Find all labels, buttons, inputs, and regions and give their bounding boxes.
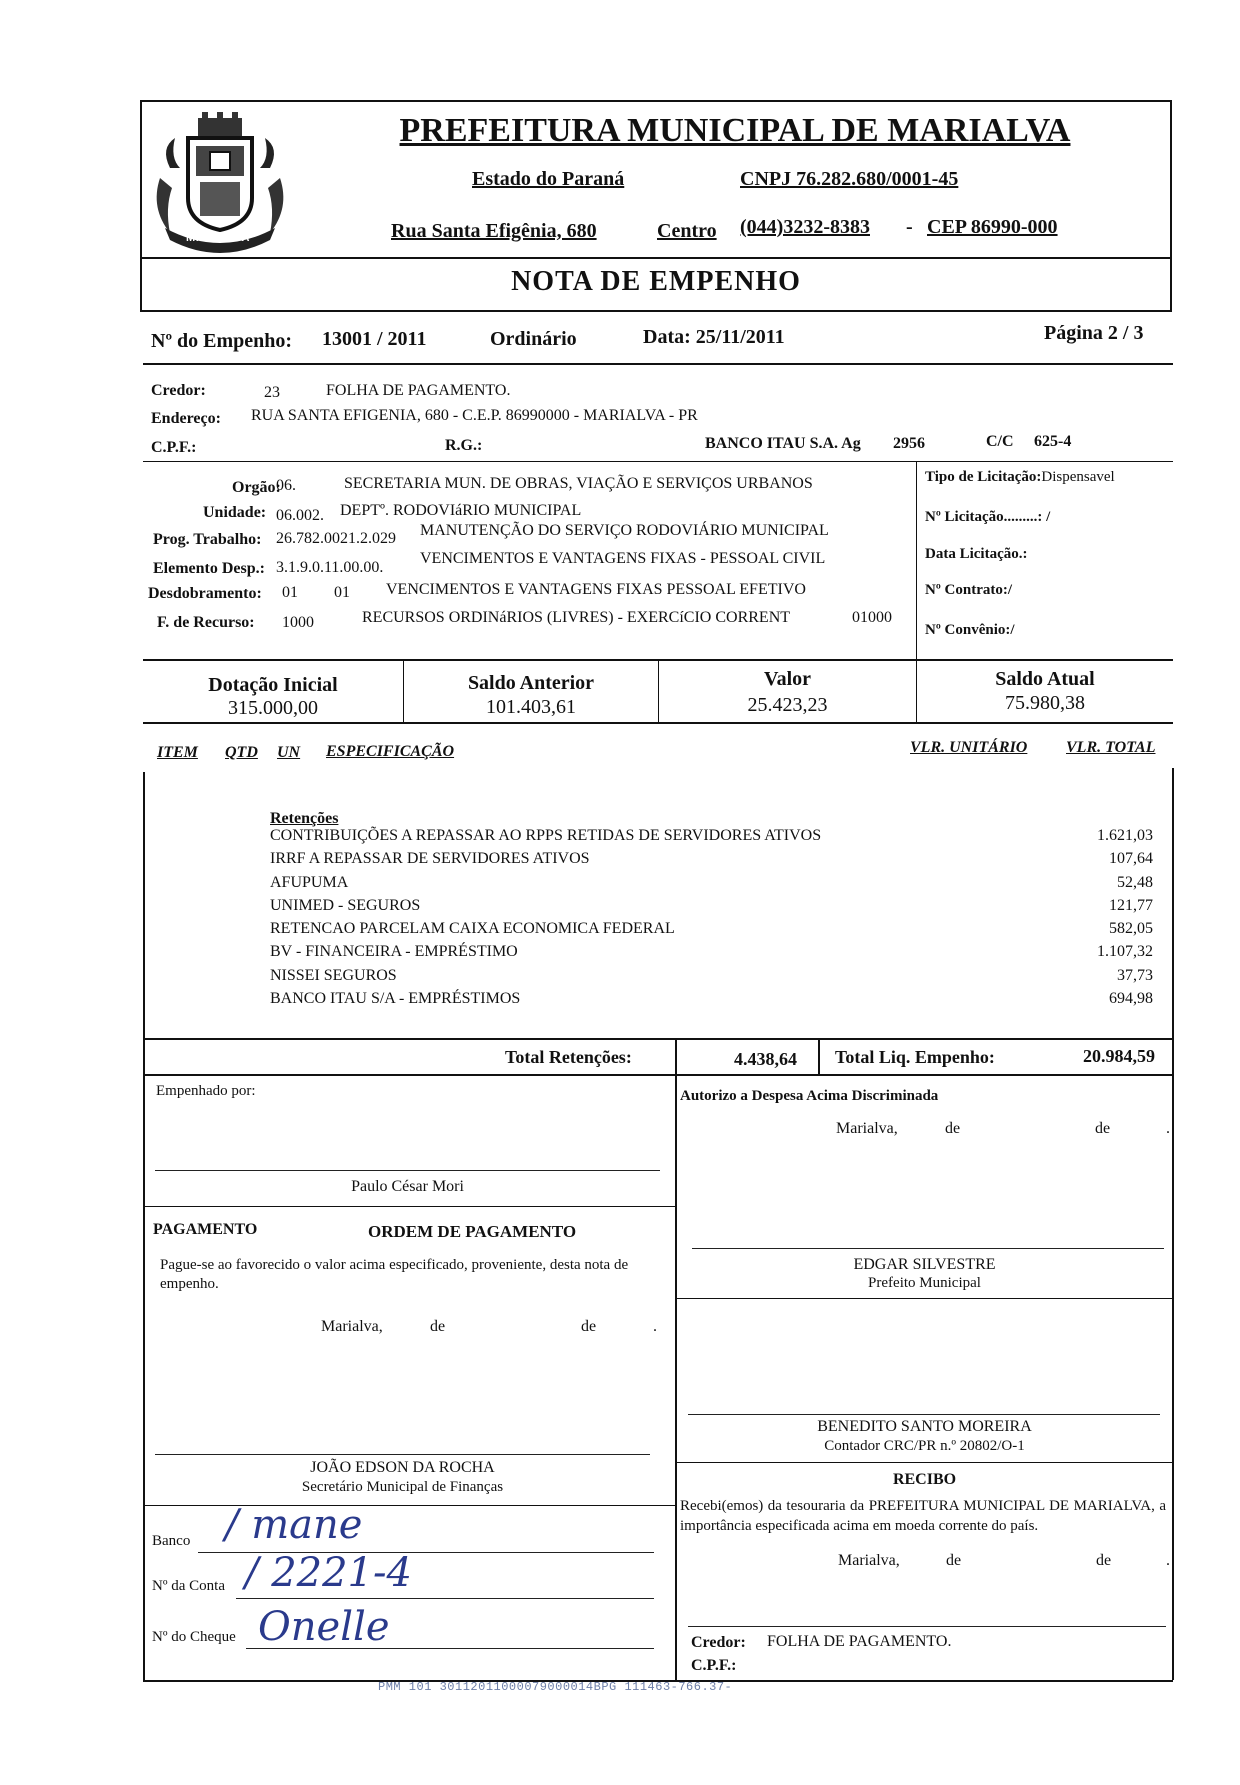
municipality-title: PREFEITURA MUNICIPAL DE MARIALVA — [399, 112, 1071, 149]
cpf-label: C.P.F.: — [151, 439, 197, 456]
col-especificacao: ESPECIFICAÇÃO — [326, 743, 455, 760]
pagamento-label: PAGAMENTO — [153, 1221, 258, 1238]
pagamento-de-1: de — [430, 1318, 446, 1335]
dotacao-value: 315.000,00 — [228, 697, 318, 719]
desdobramento-code-b: 01 — [334, 584, 350, 601]
recibo-cpf-label: C.P.F.: — [691, 1657, 737, 1674]
retencao-value: 1.621,03 — [1097, 827, 1153, 844]
numero-contrato: Nº Contrato:/ — [925, 582, 1013, 598]
cc-label: C/C — [986, 433, 1014, 450]
contador-top-border — [675, 1298, 1173, 1299]
items-left-border — [143, 772, 145, 1680]
totals-bottom-border — [143, 1074, 1173, 1076]
total-retencoes-value: 4.438,64 — [734, 1049, 797, 1069]
recibo-signature-line — [688, 1626, 1166, 1627]
saldos-divider-1 — [403, 659, 404, 722]
credor-label: Credor: — [151, 382, 206, 399]
retencao-value: 582,05 — [1109, 920, 1153, 937]
recibo-city: Marialva, — [838, 1552, 900, 1569]
retencao-description: AFUPUMA — [270, 874, 349, 891]
retencao-description: BANCO ITAU S/A - EMPRÉSTIMOS — [270, 990, 521, 1007]
banco-top-border — [143, 1505, 676, 1506]
secretario-name: JOÃO EDSON DA ROCHA — [310, 1459, 495, 1476]
col-un: UN — [277, 744, 301, 761]
prog-trabalho-code: 26.782.0021.2.029 — [276, 530, 396, 547]
orgao-label: Orgão: — [232, 479, 281, 496]
recurso-description: RECURSOS ORDINáRIOS (LIVRES) - EXERCíCIO CORRENT — [362, 609, 791, 626]
retencoes-title: Retenções — [270, 810, 339, 827]
pagamento-top-border — [143, 1206, 676, 1207]
cheque-label: Nº do Cheque — [152, 1629, 236, 1645]
unidade-label: Unidade: — [203, 504, 267, 521]
phone-number: (044)3232-8383 — [740, 216, 870, 238]
saldo-atual-label: Saldo Atual — [995, 668, 1095, 690]
list-item — [270, 920, 1165, 943]
retencao-value: 694,98 — [1109, 990, 1153, 1007]
autorizo-city: Marialva, — [836, 1120, 898, 1137]
totals-divider-1 — [675, 1038, 677, 1680]
prefeito-name: EDGAR SILVESTRE — [853, 1256, 996, 1273]
empenhado-signature-line — [155, 1170, 660, 1171]
empenho-number: 13001 / 2011 — [322, 328, 427, 350]
retencao-description: RETENCAO PARCELAM CAIXA ECONOMICA FEDERAL — [270, 920, 675, 937]
empenho-date: Data: 25/11/2011 — [643, 326, 785, 348]
recibo-de-1: de — [946, 1552, 962, 1569]
recibo-credor-name: FOLHA DE PAGAMENTO. — [767, 1633, 952, 1650]
saldo-anterior-value: 101.403,61 — [486, 696, 576, 718]
retencao-value: 1.107,32 — [1097, 943, 1153, 960]
recurso-number: 01000 — [852, 609, 892, 626]
retencao-description: IRRF A REPASSAR DE SERVIDORES ATIVOS — [270, 850, 590, 867]
desdobramento-code-a: 01 — [282, 584, 298, 601]
page-indicator: Página 2 / 3 — [1044, 322, 1144, 344]
credor-code: 23 — [264, 384, 280, 401]
recibo-credor-label: Credor: — [691, 1634, 746, 1651]
recibo-top-border — [675, 1462, 1173, 1463]
header-separator: - — [906, 216, 913, 238]
pagamento-dot: . — [653, 1318, 657, 1335]
autorizo-de-1: de — [945, 1120, 961, 1137]
elemento-description: VENCIMENTOS E VANTAGENS FIXAS - PESSOAL CIVIL — [420, 550, 826, 567]
list-item — [270, 874, 1165, 897]
contador-name: BENEDITO SANTO MOREIRA — [817, 1418, 1032, 1435]
contador-role: Contador CRC/PR n.º 20802/O-1 — [824, 1438, 1025, 1454]
empenho-type: Ordinário — [490, 328, 577, 350]
data-licitacao: Data Licitação.: — [925, 546, 1028, 562]
total-liquido-value: 20.984,59 — [1083, 1046, 1155, 1066]
pague-se-text: Pague-se ao favorecido o valor acima especificado, proveniente, desta nota de empenho. — [160, 1257, 629, 1292]
conta-handwritten-value: / 2221-4 — [245, 1550, 412, 1596]
orgao-description: SECRETARIA MUN. DE OBRAS, VIAÇÃO E SERVIÇOS URBANOS — [344, 475, 813, 492]
prog-trabalho-label: Prog. Trabalho: — [153, 531, 262, 548]
contador-signature-line — [688, 1414, 1160, 1415]
cnpj-number: CNPJ 76.282.680/0001-45 — [740, 168, 959, 190]
col-vlr-total: VLR. TOTAL — [1066, 739, 1156, 756]
street-address: Rua Santa Efigênia, 680 — [391, 220, 597, 242]
tipo-licitacao — [925, 469, 1115, 486]
valor-value: 25.423,23 — [747, 694, 828, 716]
saldos-divider-3 — [916, 659, 917, 722]
empenhado-por-name: Paulo César Mori — [351, 1178, 464, 1195]
retencao-value: 52,48 — [1117, 874, 1153, 891]
total-retencoes-label: Total Retenções: — [505, 1047, 632, 1067]
col-vlr-unitario: VLR. UNITÁRIO — [910, 739, 1028, 756]
credor-name: FOLHA DE PAGAMENTO. — [326, 382, 511, 399]
cheque-handwritten-value: Onelle — [258, 1604, 390, 1650]
totals-divider-2 — [818, 1038, 820, 1074]
list-item — [270, 990, 1165, 1013]
saldo-atual-value: 75.980,38 — [1005, 692, 1085, 714]
document-title: NOTA DE EMPENHO — [511, 266, 801, 297]
list-item — [270, 967, 1165, 990]
header-divider — [140, 257, 1172, 259]
retencao-description: UNIMED - SEGUROS — [270, 897, 421, 914]
col-qtd: QTD — [225, 744, 258, 761]
retencao-description: BV - FINANCEIRA - EMPRÉSTIMO — [270, 943, 518, 960]
desdobramento-description: VENCIMENTOS E VANTAGENS FIXAS PESSOAL EFETIVO — [386, 581, 806, 598]
saldos-divider-2 — [658, 659, 659, 722]
retencao-description: NISSEI SEGUROS — [270, 967, 397, 984]
retencao-value: 37,73 — [1117, 967, 1153, 984]
pagamento-city: Marialva, — [321, 1318, 383, 1335]
col-item: ITEM — [157, 744, 198, 761]
valor-label: Valor — [763, 668, 812, 690]
totals-top-border — [143, 1038, 1173, 1040]
crest-banner-text: MARIALVA — [186, 232, 251, 244]
banco-handwritten-value: / mane — [225, 1502, 363, 1548]
list-item — [270, 827, 1165, 850]
ordem-pagamento-label: ORDEM DE PAGAMENTO — [368, 1222, 577, 1241]
pagamento-de-2: de — [581, 1318, 597, 1335]
footer-code: PMM 101 30112011000079000014BPG 111463-766.37- — [378, 1680, 733, 1694]
cep-number: CEP 86990-000 — [927, 216, 1058, 238]
cc-number: 625-4 — [1034, 433, 1072, 450]
autorizo-de-2: de — [1095, 1120, 1111, 1137]
retencao-value: 121,77 — [1109, 897, 1153, 914]
recibo-title: RECIBO — [892, 1471, 957, 1488]
state-name: Estado do Paraná — [472, 168, 625, 190]
licitacao-separator — [916, 461, 917, 659]
empenho-number-label: Nº do Empenho: — [151, 330, 293, 352]
list-item — [270, 897, 1165, 920]
bank-agency: 2956 — [893, 435, 925, 452]
numero-licitacao: Nº Licitação.........: / — [925, 509, 1051, 525]
total-liquido-label: Total Liq. Empenho: — [835, 1047, 995, 1067]
tipo-licitacao-value: Dispensavel — [1041, 469, 1115, 485]
conta-field-line — [236, 1598, 654, 1599]
credor-address: RUA SANTA EFIGENIA, 680 - C.E.P. 86990000 - MARIALVA - PR — [251, 407, 698, 424]
autorizo-despesa: Autorizo a Despesa Acima Discriminada — [680, 1088, 939, 1104]
tipo-licitacao-label: Tipo de Licitação: — [925, 469, 1042, 485]
bank-name: BANCO ITAU S.A. Ag — [705, 435, 861, 452]
unidade-code: 06.002. — [276, 507, 324, 524]
credor-divider — [143, 461, 1173, 462]
secretario-signature-line — [155, 1454, 650, 1455]
empenho-divider — [143, 363, 1173, 365]
recibo-text: Recebi(emos) da tesouraria da PREFEITURA MUNICIPAL DE MARIALVA, a importância especificada acima em moeda corrente do país. — [680, 1498, 1166, 1534]
dotacao-label: Dotação Inicial — [208, 674, 338, 696]
recibo-de-2: de — [1096, 1552, 1112, 1569]
orgao-code: 06. — [276, 477, 296, 494]
numero-convenio: Nº Convênio:/ — [925, 622, 1015, 638]
recibo-dot: . — [1166, 1552, 1170, 1569]
prefeito-signature-line — [692, 1248, 1164, 1249]
rg-label: R.G.: — [445, 437, 483, 454]
retencao-description: CONTRIBUIÇÕES A REPASSAR AO RPPS RETIDAS DE SERVIDORES ATIVOS — [270, 827, 822, 844]
district-name: Centro — [657, 220, 717, 242]
recurso-label: F. de Recurso: — [157, 614, 255, 631]
items-right-border — [1172, 768, 1174, 1680]
elemento-label: Elemento Desp.: — [153, 560, 265, 577]
banco-label: Banco — [152, 1533, 191, 1549]
desdobramento-label: Desdobramento: — [148, 585, 262, 602]
autorizo-dot: . — [1166, 1120, 1170, 1137]
conta-label: Nº da Conta — [152, 1578, 225, 1594]
empenhado-por-label: Empenhado por: — [156, 1083, 256, 1099]
unidade-description: DEPTº. RODOVIáRIO MUNICIPAL — [340, 502, 582, 519]
retencao-value: 107,64 — [1109, 850, 1153, 867]
municipal-crest-icon — [150, 108, 290, 258]
saldos-bottom-border — [143, 722, 1173, 724]
list-item — [270, 943, 1165, 966]
list-item — [270, 850, 1165, 873]
recurso-code: 1000 — [282, 614, 314, 631]
prog-trabalho-description: MANUTENÇÃO DO SERVIÇO RODOVIÁRIO MUNICIPAL — [420, 522, 829, 539]
secretario-role: Secretário Municipal de Finanças — [301, 1479, 504, 1495]
saldo-anterior-label: Saldo Anterior — [467, 672, 595, 694]
endereco-label: Endereço: — [151, 410, 221, 427]
prefeito-role: Prefeito Municipal — [868, 1275, 981, 1291]
elemento-code: 3.1.9.0.11.00.00. — [276, 559, 384, 576]
